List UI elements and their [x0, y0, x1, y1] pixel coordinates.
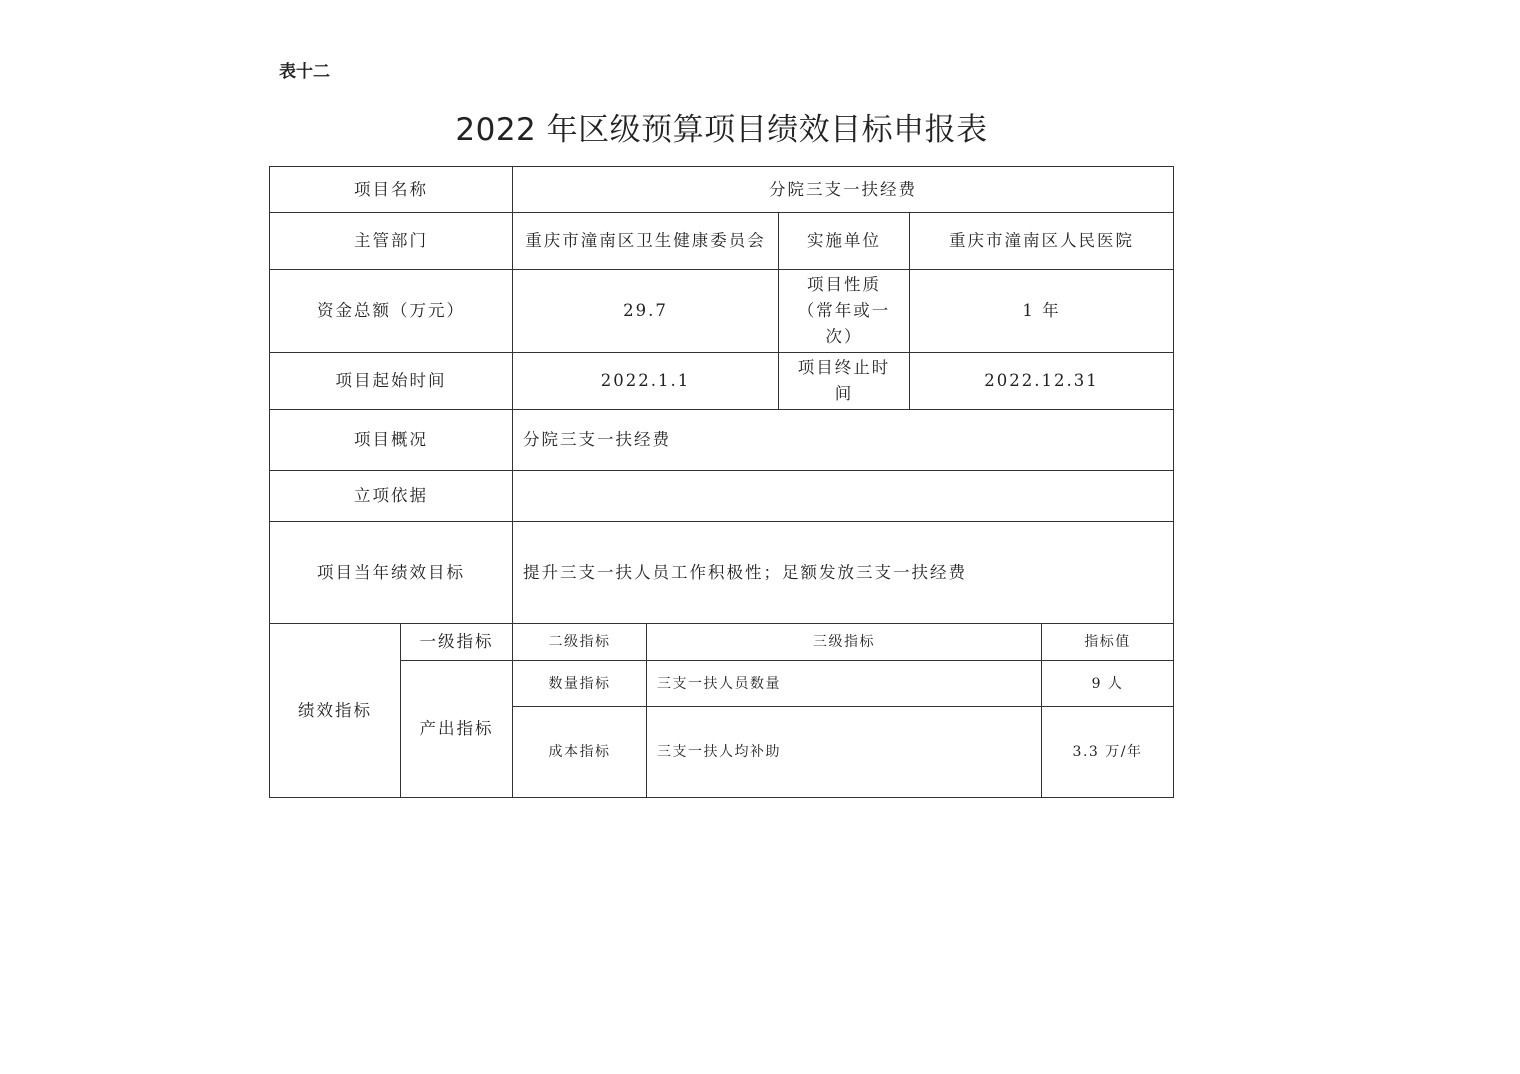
row-goal [270, 522, 1174, 624]
value-header: 指标值 [1042, 624, 1174, 661]
basis-label: 立项依据 [270, 471, 513, 522]
level2-cell: 数量指标 [513, 661, 647, 707]
overview-label: 项目概况 [270, 410, 513, 471]
goal-label: 项目当年绩效目标 [270, 522, 513, 624]
level2-cell: 成本指标 [513, 707, 647, 798]
row-basis [270, 471, 1174, 522]
row-period [270, 353, 1174, 410]
fund-label: 资金总额（万元） [270, 270, 513, 353]
indicator-row [270, 661, 1174, 707]
start-value: 2022.1.1 [513, 353, 779, 410]
budget-form-table [269, 166, 1174, 798]
end-value: 2022.12.31 [910, 353, 1174, 410]
dept-value: 重庆市潼南区卫生健康委员会 [513, 213, 779, 270]
project-name-label: 项目名称 [270, 167, 513, 213]
row-department [270, 213, 1174, 270]
nature-value: 1 年 [910, 270, 1174, 353]
project-name-value: 分院三支一扶经费 [513, 167, 1174, 213]
indicator-header-row [270, 624, 1174, 661]
level3-cell: 三支一扶人均补助 [647, 707, 1042, 798]
basis-value [513, 471, 1174, 522]
value-cell: 9 人 [1042, 661, 1174, 707]
impl-label: 实施单位 [779, 213, 910, 270]
level1-header: 一级指标 [401, 624, 513, 661]
level1-output: 产出指标 [401, 661, 513, 798]
row-project-name [270, 167, 1174, 213]
end-label: 项目终止时间 [779, 353, 910, 410]
goal-value: 提升三支一扶人员工作积极性；足额发放三支一扶经费 [513, 522, 1174, 624]
dept-label: 主管部门 [270, 213, 513, 270]
nature-label: 项目性质（常年或一次） [779, 270, 910, 353]
row-overview [270, 410, 1174, 471]
fund-value: 29.7 [513, 270, 779, 353]
overview-value: 分院三支一扶经费 [513, 410, 1174, 471]
level3-header: 三级指标 [647, 624, 1042, 661]
row-fund [270, 270, 1174, 353]
level3-cell: 三支一扶人员数量 [647, 661, 1042, 707]
impl-value: 重庆市潼南区人民医院 [910, 213, 1174, 270]
value-cell: 3.3 万/年 [1042, 707, 1174, 798]
indicator-section-label: 绩效指标 [270, 624, 401, 798]
level2-header: 二级指标 [513, 624, 647, 661]
start-label: 项目起始时间 [270, 353, 513, 410]
table-number: 表十二 [279, 62, 330, 82]
page-title: 2022 年区级预算项目绩效目标申报表 [455, 112, 988, 148]
